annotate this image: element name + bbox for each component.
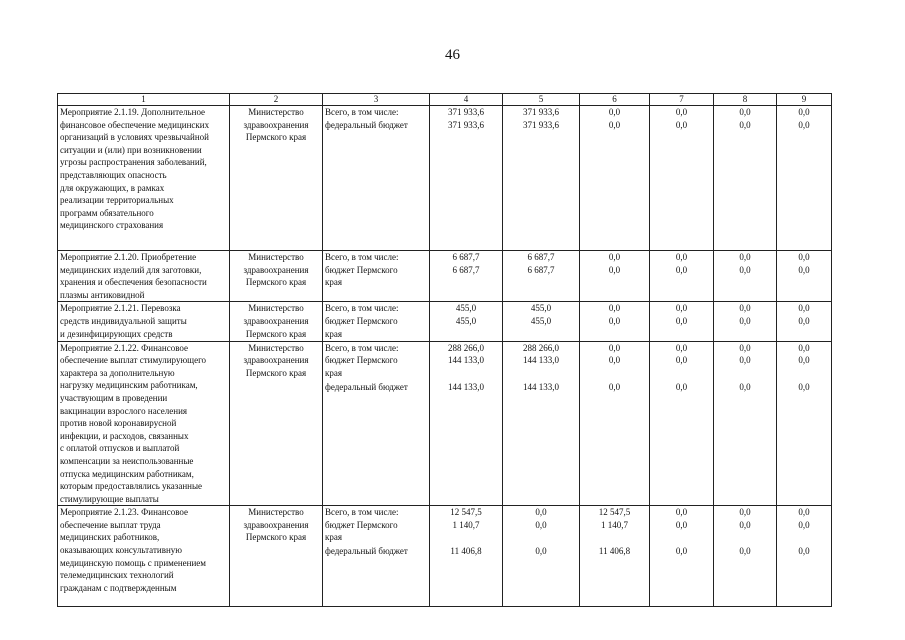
column-number-3: 3 (323, 94, 430, 106)
amount-cell-col6: 0,0 (580, 354, 650, 380)
amount-cell-col6: 0,0 (580, 302, 650, 315)
table-body (58, 94, 832, 607)
amount-cell-col4: 288 266,0 (430, 341, 503, 354)
activity-name-line: нагрузку медицинским работникам, (60, 380, 198, 391)
funding-source-cell (323, 381, 430, 506)
budget-table (57, 93, 832, 607)
amount-cell-col5: 144 133,0 (503, 381, 580, 506)
amount-cell-col9: 0,0 (777, 106, 832, 119)
column-number-4: 4 (430, 94, 503, 106)
funding-source-label: бюджет Пермского (325, 264, 398, 275)
activity-name-line: ситуации и (или) при возникновении (60, 144, 202, 155)
funding-source-label: края (325, 367, 343, 378)
activity-name-line: против новой коронавирусной (60, 418, 177, 429)
funding-source-cell (323, 264, 430, 302)
amount-cell-col7: 0,0 (650, 519, 714, 545)
funding-source-label: края (325, 532, 343, 543)
amount-cell-col8: 0,0 (714, 506, 777, 519)
activity-name-line: компенсации за неиспользованные (60, 455, 194, 466)
activity-name-line: организаций в условиях чрезвычайной (60, 132, 209, 143)
amount-cell-col7: 0,0 (650, 341, 714, 354)
amount-cell-col9: 0,0 (777, 119, 832, 251)
amount-cell-col4: 6 687,7 (430, 251, 503, 264)
amount-cell-col9: 0,0 (777, 354, 832, 380)
amount-cell-col4: 1 140,7 (430, 519, 503, 545)
amount-cell-col8: 0,0 (714, 315, 777, 341)
activity-name-line: телемедицинских технологий (60, 570, 174, 581)
amount-cell-col8: 0,0 (714, 302, 777, 315)
activity-name-cell (58, 302, 230, 341)
table-row (58, 341, 832, 354)
amount-cell-col9: 0,0 (777, 519, 832, 545)
amount-cell-col5: 0,0 (503, 519, 580, 545)
table-row (58, 106, 832, 119)
executor-cell (230, 506, 323, 607)
amount-cell-col5: 0,0 (503, 545, 580, 607)
funding-source-label: Всего, в том числе: (325, 107, 399, 117)
funding-source-cell (323, 106, 430, 119)
activity-name-line: вакцинации взрослого населения (60, 405, 188, 416)
amount-cell-col5: 0,0 (503, 506, 580, 519)
activity-name-line: плазмы антиковидной (60, 289, 145, 300)
funding-source-cell (323, 506, 430, 519)
amount-cell-col9: 0,0 (777, 302, 832, 315)
amount-cell-col8: 0,0 (714, 119, 777, 251)
executor-line: Министерство (248, 107, 304, 117)
amount-cell-col8: 0,0 (714, 341, 777, 354)
amount-cell-col5: 371 933,6 (503, 106, 580, 119)
funding-source-label: бюджет Пермского (325, 316, 398, 327)
amount-cell-col5: 371 933,6 (503, 119, 580, 251)
funding-source-cell (323, 251, 430, 264)
executor-cell (230, 106, 323, 251)
activity-name-line: отпуска медицинским работникам, (60, 468, 194, 479)
funding-source-cell (323, 354, 430, 380)
activity-name-line: реализации территориальных (60, 195, 174, 206)
amount-cell-col7: 0,0 (650, 315, 714, 341)
funding-source-label: Всего, в том числе: (325, 342, 399, 353)
column-number-9: 9 (777, 94, 832, 106)
page-number: 46 (445, 47, 460, 63)
amount-cell-col4: 455,0 (430, 315, 503, 341)
activity-name-line: с оплатой отпусков и выплатой (60, 443, 180, 454)
amount-cell-col9: 0,0 (777, 264, 832, 302)
activity-name-line: медицинских изделий для заготовки, (60, 264, 202, 275)
activity-name-line: оказывающих консультативную (60, 545, 182, 556)
amount-cell-col5: 6 687,7 (503, 264, 580, 302)
column-number-6: 6 (580, 94, 650, 106)
amount-cell-col7: 0,0 (650, 251, 714, 264)
executor-line: Министерство (248, 252, 304, 263)
activity-name-cell (58, 341, 230, 506)
executor-line: Пермского края (245, 367, 307, 378)
funding-source-label: федеральный бюджет (325, 119, 408, 130)
activity-name-line: Мероприятие 2.1.19. Дополнительное (60, 107, 206, 117)
column-number-8: 8 (714, 94, 777, 106)
activity-name-line: угрозы распространения заболеваний, (60, 157, 207, 168)
amount-cell-col6: 0,0 (580, 264, 650, 302)
activity-name-line: для окружающих, в рамках (60, 182, 165, 193)
amount-cell-col6: 0,0 (580, 251, 650, 264)
column-number-5: 5 (503, 94, 580, 106)
amount-cell-col6: 1 140,7 (580, 519, 650, 545)
amount-cell-col6: 0,0 (580, 106, 650, 119)
executor-line: Пермского края (245, 277, 307, 288)
amount-cell-col7: 0,0 (650, 119, 714, 251)
amount-cell-col5: 288 266,0 (503, 341, 580, 354)
activity-name-line: медицинского страхования (60, 220, 164, 231)
amount-cell-col7: 0,0 (650, 264, 714, 302)
funding-source-cell (323, 315, 430, 341)
executor-line: здравоохранения (243, 355, 309, 366)
column-number-2: 2 (230, 94, 323, 106)
executor-cell (230, 302, 323, 341)
amount-cell-col7: 0,0 (650, 106, 714, 119)
column-number-7: 7 (650, 94, 714, 106)
activity-name-line: гражданам с подтвержденным (60, 582, 177, 593)
amount-cell-col4: 371 933,6 (430, 119, 503, 251)
activity-name-line: Мероприятие 2.1.20. Приобретение (60, 252, 197, 263)
amount-cell-col5: 455,0 (503, 315, 580, 341)
amount-cell-col5: 455,0 (503, 302, 580, 315)
executor-line: Министерство (248, 507, 304, 518)
activity-name-line: Мероприятие 2.1.22. Финансовое (60, 342, 188, 353)
activity-name-line: и дезинфицирующих средств (60, 328, 173, 339)
amount-cell-col8: 0,0 (714, 519, 777, 545)
activity-name-line: обеспечение выплат стимулирующего (60, 355, 207, 366)
amount-cell-col7: 0,0 (650, 354, 714, 380)
funding-source-label: края (325, 328, 343, 339)
executor-line: здравоохранения (243, 519, 309, 530)
table-row (58, 251, 832, 264)
column-number-1: 1 (58, 94, 230, 106)
activity-name-line: медицинскую помощь с применением (60, 557, 206, 568)
executor-line: Министерство (248, 303, 304, 314)
activity-name-line: обеспечение выплат труда (60, 519, 161, 530)
amount-cell-col6: 0,0 (580, 119, 650, 251)
activity-name-line: участвующим в проведении (60, 392, 168, 403)
amount-cell-col8: 0,0 (714, 264, 777, 302)
activity-name-line: стимулирующие выплаты (60, 493, 159, 504)
executor-line: здравоохранения (243, 119, 309, 130)
amount-cell-col4: 11 406,8 (430, 545, 503, 607)
funding-source-cell (323, 519, 430, 545)
amount-cell-col9: 0,0 (777, 315, 832, 341)
amount-cell-col4: 6 687,7 (430, 264, 503, 302)
activity-name-line: средств индивидуальной защиты (60, 316, 187, 327)
funding-source-cell (323, 119, 430, 251)
amount-cell-col5: 6 687,7 (503, 251, 580, 264)
funding-source-label: федеральный бюджет (325, 545, 408, 556)
activity-name-line: инфекции, и расходов, связанных (60, 430, 189, 441)
amount-cell-col4: 144 133,0 (430, 381, 503, 506)
funding-source-label: края (325, 277, 343, 288)
executor-line: Министерство (248, 342, 304, 353)
amount-cell-col9: 0,0 (777, 381, 832, 506)
funding-source-label: Всего, в том числе: (325, 303, 399, 314)
funding-source-cell (323, 341, 430, 354)
table-row (58, 506, 832, 519)
activity-name-line: медицинских работников, (60, 532, 160, 543)
activity-name-line: хранения и обеспечения безопасности (60, 277, 207, 288)
funding-source-label: бюджет Пермского (325, 519, 398, 530)
amount-cell-col7: 0,0 (650, 506, 714, 519)
executor-line: здравоохранения (243, 316, 309, 327)
activity-name-cell (58, 106, 230, 251)
table-row (58, 302, 832, 315)
amount-cell-col6: 0,0 (580, 381, 650, 506)
amount-cell-col4: 455,0 (430, 302, 503, 315)
amount-cell-col4: 371 933,6 (430, 106, 503, 119)
funding-source-label: Всего, в том числе: (325, 252, 399, 263)
executor-line: Пермского края (245, 532, 307, 543)
amount-cell-col8: 0,0 (714, 545, 777, 607)
funding-source-label: Всего, в том числе: (325, 507, 399, 518)
amount-cell-col9: 0,0 (777, 251, 832, 264)
amount-cell-col8: 0,0 (714, 251, 777, 264)
amount-cell-col7: 0,0 (650, 302, 714, 315)
funding-source-cell (323, 545, 430, 607)
column-number-row (58, 94, 832, 106)
amount-cell-col6: 0,0 (580, 315, 650, 341)
amount-cell-col5: 144 133,0 (503, 354, 580, 380)
amount-cell-col6: 11 406,8 (580, 545, 650, 607)
funding-source-label: федеральный бюджет (325, 381, 408, 392)
executor-line: Пермского края (245, 328, 307, 339)
activity-name-line: финансовое обеспечение медицинских (60, 119, 210, 130)
amount-cell-col4: 12 547,5 (430, 506, 503, 519)
activity-name-line: представляющих опасность (60, 169, 167, 180)
amount-cell-col8: 0,0 (714, 106, 777, 119)
activity-name-line: программ обязательного (60, 207, 154, 218)
amount-cell-col8: 0,0 (714, 354, 777, 380)
funding-source-label: бюджет Пермского (325, 355, 398, 366)
amount-cell-col9: 0,0 (777, 506, 832, 519)
activity-name-line: Мероприятие 2.1.23. Финансовое (60, 507, 188, 518)
executor-line: Пермского края (245, 132, 307, 143)
amount-cell-col7: 0,0 (650, 545, 714, 607)
amount-cell-col4: 144 133,0 (430, 354, 503, 380)
activity-name-line: Мероприятие 2.1.21. Перевозка (60, 303, 181, 314)
amount-cell-col9: 0,0 (777, 545, 832, 607)
executor-cell (230, 251, 323, 302)
funding-source-cell (323, 302, 430, 315)
amount-cell-col8: 0,0 (714, 381, 777, 506)
amount-cell-col6: 12 547,5 (580, 506, 650, 519)
activity-name-line: которым предоставлялись указанные (60, 481, 203, 492)
executor-cell (230, 341, 323, 506)
activity-name-cell (58, 251, 230, 302)
executor-line: здравоохранения (243, 264, 309, 275)
activity-name-cell (58, 506, 230, 607)
amount-cell-col6: 0,0 (580, 341, 650, 354)
amount-cell-col7: 0,0 (650, 381, 714, 506)
activity-name-line: характера за дополнительную (60, 367, 175, 378)
amount-cell-col9: 0,0 (777, 341, 832, 354)
